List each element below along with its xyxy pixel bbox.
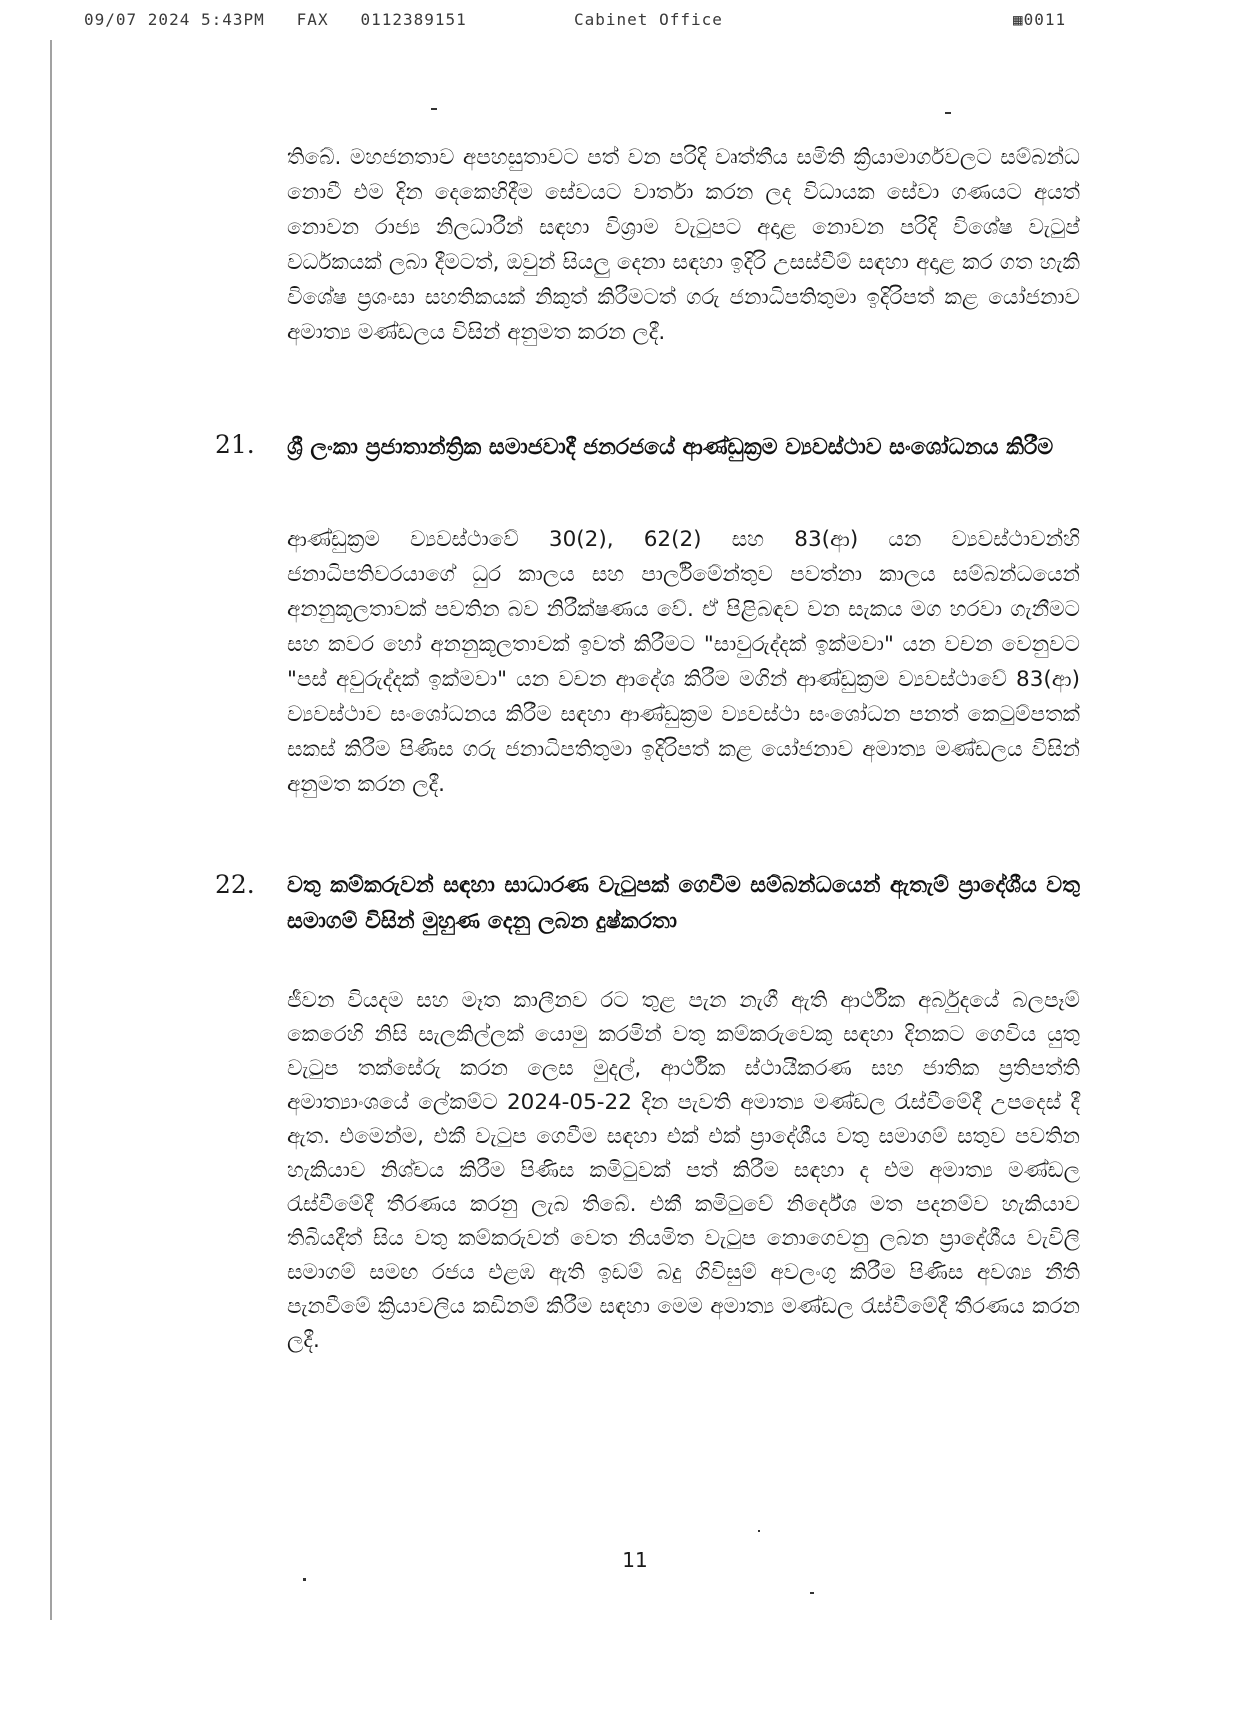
item-21-number: 21. bbox=[215, 430, 255, 459]
continuation-paragraph: තිබේ. මහජනතාව අපහසුතාවට පත් වන පරිදි වෘත්තීය සමිති ක්‍රියාමාර්ගවලට සම්බන්ධ නොවී එම දින දෙකෙහිදීම සේවයට වාර්තා කරන ලද විධායක සේවා ගණයට අයත් නොවන රාජ්‍ය නිලධාරීන් සඳහා විශ්‍රාම වැටුපට අදාළ නොවන පරිදි විශේෂ වැටුප් වර්ධකයක් ලබා දීමටත්, ඔවුන් සියලු දෙනා සඳහා ඉදිරි උසස්වීම් සඳහා අදාළ කර ගත හැකි විශේෂ ප්‍රශංසා සහතිකයක් නිකුත් කිරීමටත් ගරු ජනාධිපතිතුමා ඉදිරිපත් කළ යෝජනාව අමාත්‍ය මණ්ඩලය විසින් අනුමත කරන ලදී. bbox=[287, 145, 1080, 345]
fax-page-icon: ▦ bbox=[1013, 10, 1024, 29]
fax-datetime: 09/07 2024 5:43PM bbox=[84, 10, 265, 29]
page-number: 11 bbox=[622, 1548, 648, 1572]
fax-page-code-text: 0011 bbox=[1023, 10, 1067, 29]
fax-number: 0112389151 bbox=[360, 10, 467, 29]
item-22-body: ජීවන වියදම සහ මෑත කාලීනව රට තුළ පැන නැගී ඇති ආර්ථික අර්බුදයේ බලපෑම් කෙරෙහි නිසි සැලකිල්ලක් යොමු කරමින් වතු කම්කරුවෙකු සඳහා දිනකට ගෙවිය යුතු වැටුප තක්සේරු කරන ලෙස මුදල්, ආර්ථික ස්ථායීකරණ සහ ජාතික ප්‍රතිපත්ති අමාත්‍යාංශයේ ලේකම්ට 2024-05-22 දින පැවති අමාත්‍ය මණ්ඩල රැස්වීමේදී උපදෙස් දී ඇත. එමෙන්ම, එකී වැටුප ගෙවීම සඳහා එක් එක් ප්‍රාදේශීය වතු සමාගම් සතුව පවතින හැකියාව නිශ්චය කිරීම පිණිස කමිටුවක් පත් කිරීම සඳහා ද එම අමාත්‍ය මණ්ඩල රැස්වීමේදී තීරණය කරනු ලැබ තිබේ. එකී කමිටුවේ නිර්දේශ මත පදනම්ව හැකියාව තිබියදීත් සිය වතු කම්කරුවන් වෙත නියමිත වැටුප නොගෙවනු ලබන ප්‍රාදේශීය වැවිලි සමාගම් සමඟ රජය එළඹ ඇති ඉඩම් බදු ගිවිසුම් අවලංගු කිරීම පිණිස අවශ්‍ය නීති පැනවීමේ ක්‍රියාවලිය කඩිනම් කිරීම සඳහා මෙම අමාත්‍ය මණ්ඩල රැස්වීමේදී තීරණය කරන ලදී. bbox=[287, 988, 1080, 1353]
item-21-body: ආණ්ඩුක්‍රම ව්‍යවස්ථාවේ 30(2), 62(2) සහ 83(ආ) යන ව්‍යවස්ථාවන්හි ජනාධිපතිවරයාගේ ධුර කාලය සහ පාර්ලිමේන්තුව පවත්නා කාලය සම්බන්ධයෙන් අනනුකූලතාවක් පවතින බව නිරීක්ෂණය වේ. ඒ පිළිබඳව වන සැකය මග හරවා ගැනීමට සහ කවර හෝ අනනුකූලතාවක් ඉවත් කිරීමට "සාවුරුද්දක් ඉක්මවා" යන වචන වෙනුවට "පස් අවුරුද්දක් ඉක්මවා" යන වචන ආදේශ කිරීම මගින් ආණ්ඩුක්‍රම ව්‍යවස්ථාවේ 83(ආ) ව්‍යවස්ථාව සංශෝධනය කිරීම සඳහා ආණ්ඩුක්‍රම ව්‍යවස්ථා සංශෝධන පනත් කෙටුම්පතක් සකස් කිරීම පිණිස ගරු ජනාධිපතිතුමා ඉදිරිපත් කළ යෝජනාව අමාත්‍ය මණ්ඩලය විසින් අනුමත කරන ලදී. bbox=[287, 527, 1080, 797]
item-21-title: ශ්‍රී ලංකා ප්‍රජාතාන්ත්‍රික සමාජවාදී ජනරජයේ ආණ්ඩුක්‍රම ව්‍යවස්ථාව සංශෝධනය කිරීම bbox=[287, 435, 1054, 460]
fax-sender: Cabinet Office bbox=[574, 10, 723, 29]
item-22-number: 22. bbox=[215, 870, 255, 899]
fax-label: FAX bbox=[296, 10, 329, 29]
item-22-title: වතු කම්කරුවන් සඳහා සාධාරණ වැටුපක් ගෙවීම සම්බන්ධයෙන් ඇතැම් ප්‍රාදේශීය වතු සමාගම් විසින් මුහුණ දෙනු ලබන දුෂ්කරතා bbox=[287, 873, 1080, 934]
